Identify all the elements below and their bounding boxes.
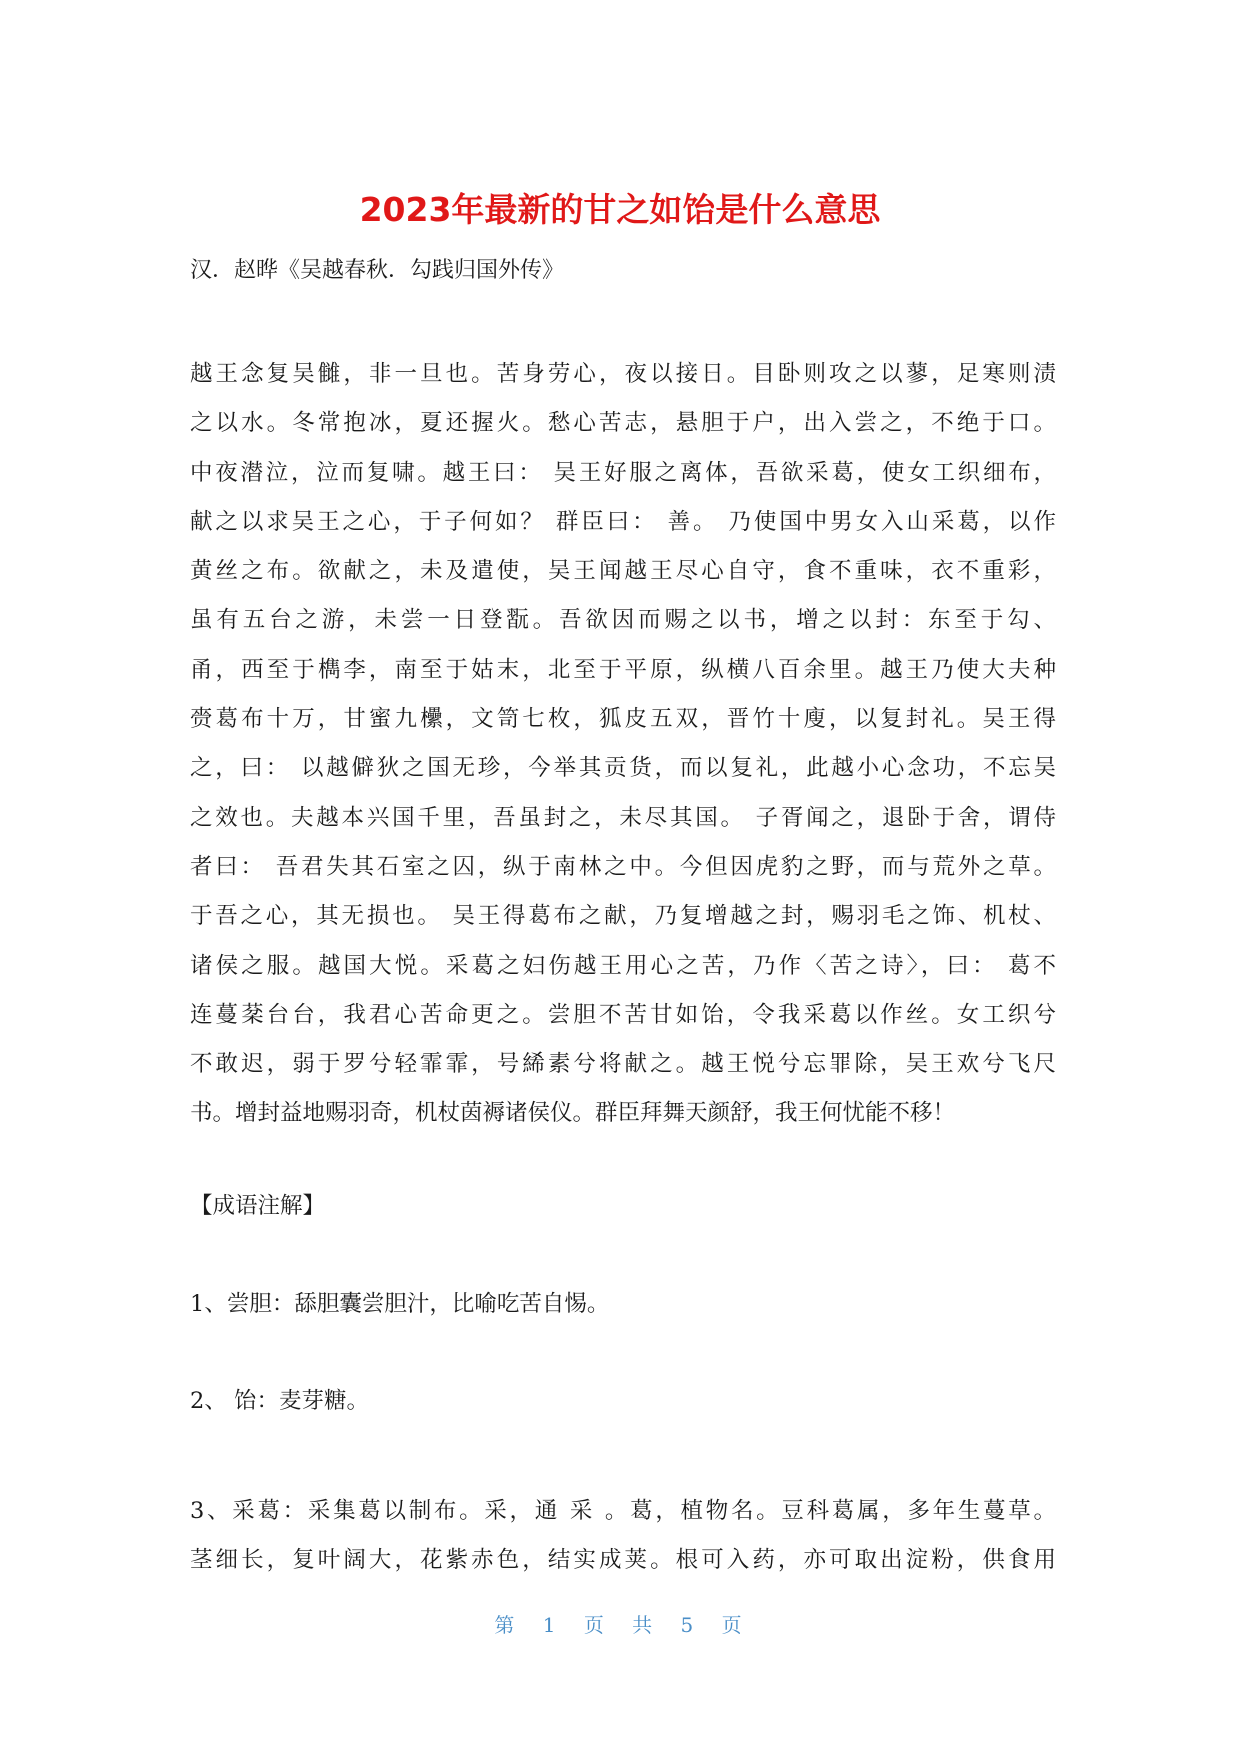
- passage-line: 甬，西至于檇李，南至于姑末，北至于平原，纵横八百余里。越王乃使大夫种: [190, 656, 1056, 683]
- passage-line: 之效也。夫越本兴国千里，吾虽封之，未尽其国。 子胥闻之，退卧于舍，谓侍: [190, 804, 1056, 831]
- passage-line: 者曰： 吾君失其石室之囚，纵于南林之中。今但因虎豹之野，而与荒外之草。: [190, 853, 1056, 880]
- passage-line: 连蔓棻台台，我君心苦命更之。尝胆不苦甘如饴，令我采葛以作丝。女工织兮: [190, 1001, 1056, 1028]
- section-heading: 【成语注解】: [190, 1193, 326, 1219]
- passage-line: 诸侯之服。越国大悦。采葛之妇伤越王用心之苦，乃作〈苦之诗〉，曰： 葛不: [190, 952, 1056, 979]
- passage-line: 之以水。冬常抱冰，夏还握火。愁心苦志，悬胆于户，出入尝之，不绝于口。: [190, 410, 1056, 437]
- passage-line: 黄丝之布。欲献之，未及遣使，吴王闻越王尽心自守，食不重味，衣不重彩，: [190, 558, 1056, 585]
- passage-line: 越王念复吴雠，非一旦也。苦身劳心，夜以接日。目卧则攻之以蓼，足寒则渍: [190, 361, 1056, 387]
- page-number: 第 1 页 共 5 页: [494, 1613, 746, 1637]
- passage-line: 虽有五台之游，未尝一日登翫。吾欲因而赐之以书，增之以封：东至于勾、: [190, 607, 1056, 634]
- source-citation: 汉．赵晔《吴越春秋．勾践归国外传》: [190, 258, 565, 283]
- passage-line: 不敢迟，弱于罗兮轻霏霏，号絺素兮将献之。越王悦兮忘罪除，吴王欢兮飞尺: [190, 1051, 1056, 1078]
- note-line: 茎细长，复叶阔大，花紫赤色，结实成荚。根可入药，亦可取出淀粉，供食用: [190, 1547, 1056, 1574]
- passage-line: 赍葛布十万，甘蜜九欙，文笥七枚，狐皮五双，晋竹十廋，以复封礼。吴王得: [190, 706, 1056, 733]
- passage-line: 于吾之心，其无损也。 吴王得葛布之献，乃复增越之封，赐羽毛之饰、机杖、: [190, 903, 1056, 930]
- passage-line: 书。增封益地赐羽奇，机杖茵褥诸侯仪。群臣拜舞天颜舒，我王何忧能不移！: [190, 1100, 956, 1127]
- note-item-2: 2、 饴：麦芽糖。: [190, 1388, 369, 1414]
- note-item-1: 1、尝胆：舔胆囊尝胆汁，比喻吃苦自惕。: [190, 1291, 610, 1317]
- main-passage: [190, 350, 1056, 1139]
- note-item-3: [190, 1487, 1056, 1586]
- passage-line: 中夜潜泣，泣而复啸。越王曰： 吴王好服之离体，吾欲采葛，使女工织细布，: [190, 459, 1056, 486]
- passage-line: 献之以求吴王之心，于子何如？ 群臣曰： 善。 乃使国中男女入山采葛，以作: [190, 508, 1056, 535]
- note-line: 3、采葛：采集葛以制布。采，通 采 。葛，植物名。豆科葛属，多年生蔓草。: [190, 1498, 1056, 1524]
- passage-line: 之，曰： 以越僻狄之国无珍，今举其贡货，而以复礼，此越小心念功，不忘吴: [190, 755, 1056, 782]
- document-title: 2023年最新的甘之如饴是什么意思: [359, 190, 881, 229]
